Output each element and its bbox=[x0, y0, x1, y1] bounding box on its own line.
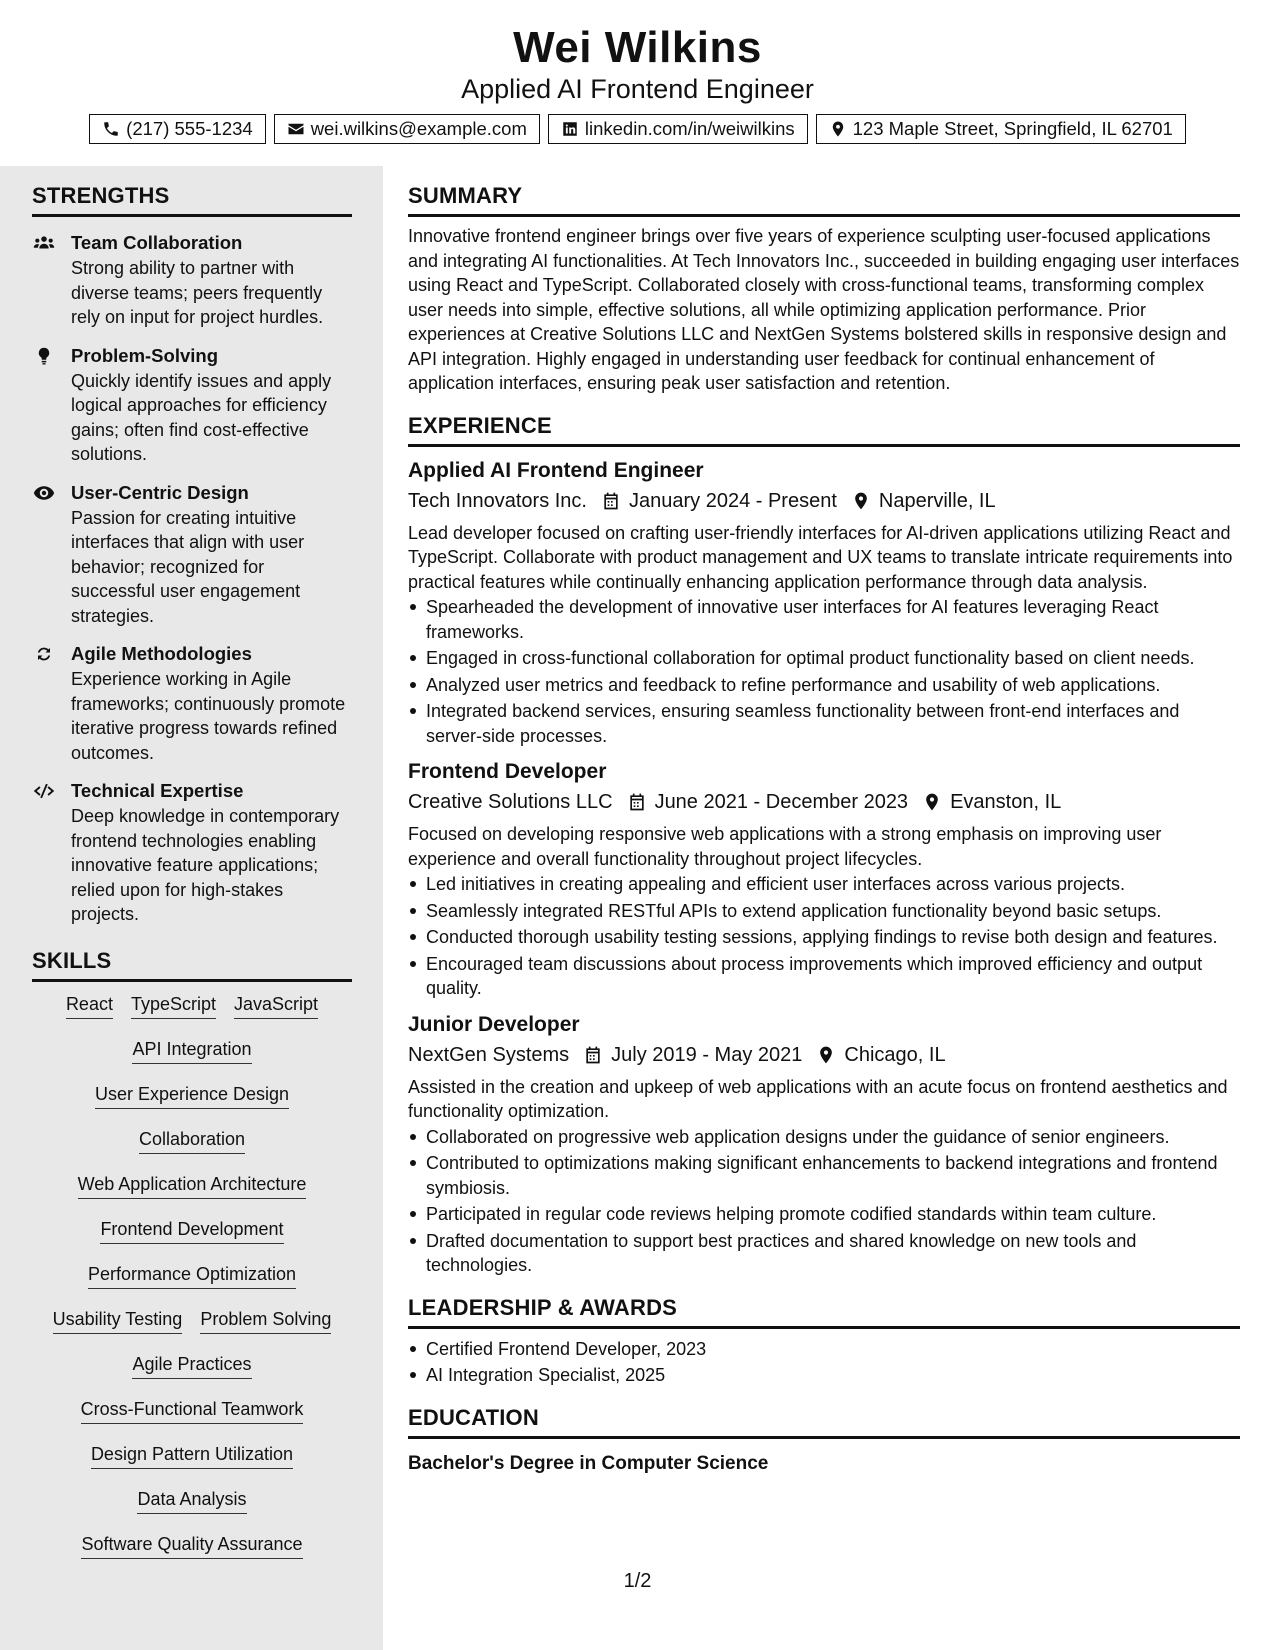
strengths-section bbox=[32, 182, 352, 927]
strength-item bbox=[32, 642, 352, 765]
job-bullet: Analyzed user metrics and feedback to refine performance and usability of web applications. bbox=[408, 673, 1240, 698]
sidebar bbox=[0, 166, 383, 1650]
job-description: Lead developer focused on crafting user-friendly interfaces for AI-driven applications utilizing React and TypeScript. Collaborate with product management and UX teams to translate intricate requirements into practical features while continually enhancing application performance through data analysis. bbox=[408, 522, 1233, 592]
contact-email[interactable] bbox=[274, 114, 540, 144]
contact-linkedin[interactable] bbox=[548, 114, 808, 144]
job-entry bbox=[408, 457, 1240, 749]
strength-item bbox=[32, 481, 352, 629]
skills-heading: SKILLS bbox=[32, 947, 112, 973]
job-location: Evanston, IL bbox=[950, 791, 1062, 813]
skill-tag: React bbox=[66, 992, 113, 1019]
job-company: Tech Innovators Inc. bbox=[408, 489, 587, 512]
calendar-icon bbox=[627, 792, 647, 812]
strength-item bbox=[32, 344, 352, 467]
summary-divider bbox=[408, 214, 1240, 217]
job-bullet: Engaged in cross-functional collaboration for optimal product functionality based on client needs. bbox=[408, 646, 1240, 671]
job-title: Frontend Developer bbox=[408, 760, 607, 783]
job-location: Naperville, IL bbox=[878, 489, 996, 512]
skills-section bbox=[32, 947, 352, 1577]
skill-tag: JavaScript bbox=[234, 992, 318, 1019]
education-divider bbox=[408, 1436, 1240, 1439]
experience-heading: EXPERIENCE bbox=[408, 412, 552, 438]
skill-tag: Web Application Architecture bbox=[78, 1172, 307, 1199]
contact-address[interactable] bbox=[816, 114, 1186, 144]
awards-section bbox=[408, 1294, 1240, 1388]
job-dates: June 2021 - December 2023 bbox=[654, 791, 909, 813]
job-bullets bbox=[408, 1125, 1240, 1278]
map-pin-icon bbox=[922, 792, 942, 812]
eye-icon bbox=[32, 483, 56, 503]
awards-divider bbox=[408, 1326, 1240, 1329]
map-pin-icon bbox=[816, 1045, 836, 1065]
calendar-icon bbox=[601, 491, 621, 511]
skill-tag: Usability Testing bbox=[53, 1307, 183, 1334]
code-icon bbox=[32, 781, 56, 801]
summary-heading: SUMMARY bbox=[408, 183, 523, 208]
job-dates: July 2019 - May 2021 bbox=[611, 1043, 803, 1066]
lightbulb-icon bbox=[32, 346, 56, 366]
job-bullet: Encouraged team discussions about process improvements which improved efficiency and output quality. bbox=[408, 952, 1240, 1001]
strengths-heading: STRENGTHS bbox=[32, 183, 170, 208]
contact-email-text: wei.wilkins@example.com bbox=[310, 118, 527, 139]
award-item: Certified Frontend Developer, 2023 bbox=[408, 1337, 1240, 1362]
strength-item bbox=[32, 779, 352, 927]
job-entry bbox=[408, 758, 1240, 1001]
strength-description: Passion for creating intuitive interfaces that align with user behavior; recognized for successful user engagement strategies. bbox=[71, 507, 305, 626]
phone-icon bbox=[102, 120, 120, 138]
main-content bbox=[408, 166, 1240, 1477]
job-description: Assisted in the creation and upkeep of web applications with an acute focus on frontend aesthetics and functionality optimization. bbox=[408, 1076, 1228, 1121]
skill-tag: Problem Solving bbox=[200, 1307, 331, 1334]
job-bullet: Conducted thorough usability testing sessions, applying findings to revise both design and features. bbox=[408, 925, 1240, 950]
linkedin-icon bbox=[561, 120, 579, 138]
award-item: AI Integration Specialist, 2025 bbox=[408, 1363, 1240, 1388]
refresh-icon bbox=[32, 644, 56, 664]
strength-title: Problem-Solving bbox=[71, 344, 218, 366]
skill-tag: TypeScript bbox=[131, 992, 216, 1019]
map-pin-icon bbox=[829, 120, 847, 138]
skill-tag: Data Analysis bbox=[137, 1487, 246, 1514]
map-pin-icon bbox=[851, 491, 871, 511]
job-bullet: Led initiatives in creating appealing and efficient user interfaces across various projects. bbox=[408, 872, 1240, 897]
job-bullets bbox=[408, 595, 1240, 748]
skill-tag: Collaboration bbox=[139, 1127, 245, 1154]
job-bullets bbox=[408, 872, 1240, 1001]
strength-item bbox=[32, 231, 352, 330]
job-meta bbox=[408, 1041, 1240, 1069]
strength-description: Quickly identify issues and apply logical approaches for efficiency gains; often find cost-effective solutions. bbox=[71, 370, 332, 464]
skill-tag: Cross-Functional Teamwork bbox=[81, 1397, 304, 1424]
job-bullet: Seamlessly integrated RESTful APIs to extend application functionality beyond basic setups. bbox=[408, 899, 1240, 924]
strength-title: Technical Expertise bbox=[71, 780, 244, 801]
awards-heading: LEADERSHIP & AWARDS bbox=[408, 1294, 678, 1320]
education-section bbox=[408, 1404, 1240, 1477]
skill-tag: API Integration bbox=[132, 1037, 251, 1064]
summary-section bbox=[408, 182, 1240, 396]
job-bullet: Collaborated on progressive web application designs under the guidance of senior engineers. bbox=[408, 1125, 1240, 1150]
job-title: Junior Developer bbox=[408, 1012, 580, 1036]
job-bullet: Spearheaded the development of innovative user interfaces for AI features leveraging React frameworks. bbox=[408, 595, 1240, 644]
job-meta bbox=[408, 788, 1240, 816]
resume-header bbox=[0, 0, 1275, 166]
envelope-icon bbox=[287, 120, 305, 138]
strength-description: Experience working in Agile frameworks; continuously promote iterative progress towards refined outcomes. bbox=[71, 669, 346, 763]
contact-phone-text: (217) 555-1234 bbox=[126, 118, 253, 139]
skills-divider bbox=[32, 979, 352, 982]
strength-description: Strong ability to partner with diverse teams; peers frequently rely on input for project hurdles. bbox=[71, 258, 324, 327]
candidate-role: Applied AI Frontend Engineer bbox=[461, 74, 814, 104]
job-bullet: Integrated backend services, ensuring seamless functionality between front-end interfaces and server-side processes. bbox=[408, 699, 1240, 748]
skill-tag: User Experience Design bbox=[95, 1082, 289, 1109]
candidate-name: Wei Wilkins bbox=[513, 23, 762, 72]
education-heading: EDUCATION bbox=[408, 1404, 539, 1430]
job-dates: January 2024 - Present bbox=[628, 489, 837, 512]
skill-tag: Agile Practices bbox=[132, 1352, 251, 1379]
job-bullet: Participated in regular code reviews helping promote codified standards within team culture. bbox=[408, 1202, 1240, 1227]
skill-tag: Frontend Development bbox=[100, 1217, 283, 1244]
experience-divider bbox=[408, 444, 1240, 447]
skill-tag: Software Quality Assurance bbox=[81, 1532, 302, 1559]
calendar-icon bbox=[583, 1045, 603, 1065]
strengths-divider bbox=[32, 214, 352, 217]
job-description: Focused on developing responsive web applications with a strong emphasis on improving user experience and overall functionality throughout project lifecycles. bbox=[408, 824, 1162, 869]
summary-text: Innovative frontend engineer brings over five years of experience sculpting user-focused applications and integrating AI functionalities. At Tech Innovators Inc., succeeded in building engaging user interfaces using React and TypeScript. Collaborated closely with cross-functional teams, transforming complex user needs into simple, effective solutions, all while optimizing application performance. Prior experiences at Creative Solutions LLC and NextGen Systems bolstered skills in responsive design and API integration. Highly engaged in understanding user feedback for continual enhancement of application interfaces, ensuring peak user satisfaction and retention. bbox=[408, 226, 1240, 393]
skills-list bbox=[32, 992, 352, 1577]
strength-title: Team Collaboration bbox=[71, 232, 243, 253]
contact-bar bbox=[0, 114, 1275, 144]
experience-section bbox=[408, 412, 1240, 1278]
skill-tag: Design Pattern Utilization bbox=[91, 1442, 293, 1469]
job-company: Creative Solutions LLC bbox=[408, 791, 613, 813]
contact-linkedin-text: linkedin.com/in/weiwilkins bbox=[584, 118, 795, 139]
job-bullet: Contributed to optimizations making significant enhancements to backend integrations and frontend symbiosis. bbox=[408, 1151, 1240, 1200]
page-number: 1/2 bbox=[623, 1570, 652, 1592]
awards-list bbox=[408, 1337, 1240, 1388]
strength-title: User-Centric Design bbox=[71, 481, 249, 503]
job-title: Applied AI Frontend Engineer bbox=[408, 458, 704, 482]
job-entry bbox=[408, 1011, 1240, 1278]
strength-title: Agile Methodologies bbox=[71, 643, 252, 664]
strength-description: Deep knowledge in contemporary frontend technologies enabling innovative feature applications; relied upon for high-stakes projects. bbox=[71, 806, 340, 924]
job-location: Chicago, IL bbox=[844, 1043, 946, 1066]
contact-phone[interactable] bbox=[89, 114, 266, 144]
users-icon bbox=[32, 233, 56, 253]
job-meta bbox=[408, 487, 1240, 515]
skill-tag: Performance Optimization bbox=[88, 1262, 296, 1289]
education-degree: Bachelor's Degree in Computer Science bbox=[408, 1452, 769, 1474]
contact-address-text: 123 Maple Street, Springfield, IL 62701 bbox=[852, 118, 1173, 139]
job-company: NextGen Systems bbox=[408, 1043, 570, 1066]
job-bullet: Drafted documentation to support best practices and shared knowledge on new tools and technologies. bbox=[408, 1229, 1240, 1278]
